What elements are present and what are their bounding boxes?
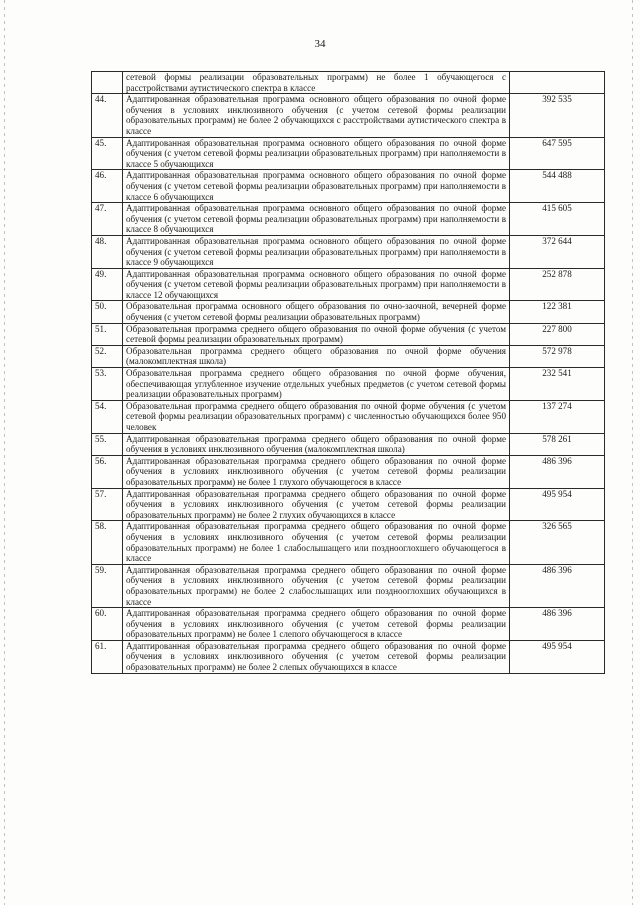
program-description: Адаптированная образовательная программа среднего общего образования по очной форме обучения в условиях инклюзивного обучения (с учетом сетевой формы реализации образовательных программ) не более 2 слепых обучающихся в классе [123, 640, 510, 673]
row-number: 49. [92, 268, 123, 301]
program-description: Адаптированная образовательная программа среднего общего образования по очной форме обучения в условиях инклюзивного обучения (малокомплектная школа) [123, 433, 510, 455]
row-number: 44. [92, 94, 123, 137]
table-row [92, 235, 605, 268]
cost-value: 578 261 [510, 433, 605, 455]
program-description: Адаптированная образовательная программа основного общего образования по очной форме обучения (с учетом сетевой формы реализации образовательных программ) при наполняемости в классе 9 обучающихся [123, 235, 510, 268]
scan-edge-right [632, 0, 633, 905]
program-description: Адаптированная образовательная программа среднего общего образования по очной форме обучения в условиях инклюзивного обучения (с учетом сетевой формы реализации образовательных программ) не более 1 слепого обучающегося в классе [123, 608, 510, 641]
program-description: Образовательная программа среднего общего образования по очной форме обучения (малокомплектная школа) [123, 345, 510, 367]
table-row [92, 345, 605, 367]
cost-value: 326 565 [510, 521, 605, 564]
cost-value [510, 72, 605, 94]
program-description: Адаптированная образовательная программа основного общего образования по очной форме обучения (с учетом сетевой формы реализации образовательных программ) при наполняемости в классе 8 обучающихся [123, 203, 510, 236]
cost-value: 486 396 [510, 608, 605, 641]
program-description: Адаптированная образовательная программа основного общего образования по очной форме обучения (с учетом сетевой формы реализации образовательных программ) при наполняемости в классе 6 обучающихся [123, 170, 510, 203]
program-description: Адаптированная образовательная программа среднего общего образования по очной форме обучения в условиях инклюзивного обучения (с учетом сетевой формы реализации образовательных программ) не более 2 глухих обучающихся в классе [123, 488, 510, 521]
table-row [92, 400, 605, 433]
program-description: Адаптированная образовательная программа основного общего образования по очной форме обучения (с учетом сетевой формы реализации образовательных программ) при наполняемости в классе 5 обучающихся [123, 137, 510, 170]
tariff-table [91, 71, 605, 674]
table-row [92, 368, 605, 401]
table-row [92, 137, 605, 170]
cost-value: 227 800 [510, 323, 605, 345]
row-number: 50. [92, 301, 123, 323]
cost-value: 495 954 [510, 640, 605, 673]
cost-value: 372 644 [510, 235, 605, 268]
table-row [92, 203, 605, 236]
cost-value: 572 978 [510, 345, 605, 367]
table-row [92, 455, 605, 488]
cost-value: 486 396 [510, 455, 605, 488]
cost-value: 392 535 [510, 94, 605, 137]
table-row [92, 323, 605, 345]
table-row [92, 170, 605, 203]
cost-value: 122 381 [510, 301, 605, 323]
program-description: Адаптированная образовательная программа основного общего образования по очной форме обучения в условиях инклюзивного обучения (с учетом сетевой формы реализации образовательных программ) не более 2 обучающихся с расстройствами аутистического спектра в классе [123, 94, 510, 137]
row-number: 53. [92, 368, 123, 401]
program-description: Адаптированная образовательная программа среднего общего образования по очной форме обучения в условиях инклюзивного обучения (с учетом сетевой формы реализации образовательных программ) не более 2 слабослышащих или позднооглохших обучающихся в классе [123, 564, 510, 607]
table-row [92, 268, 605, 301]
table-row [92, 564, 605, 607]
table-row [92, 640, 605, 673]
row-number: 60. [92, 608, 123, 641]
table-row [92, 433, 605, 455]
program-description: Образовательная программа среднего общего образования по очной форме обучения, обеспечивающая углубленное изучение отдельных учебных предметов (с учетом сетевой формы реализации образовательных программ) [123, 368, 510, 401]
row-number: 59. [92, 564, 123, 607]
row-number: 56. [92, 455, 123, 488]
row-number: 54. [92, 400, 123, 433]
row-number: 47. [92, 203, 123, 236]
row-number: 45. [92, 137, 123, 170]
row-number: 55. [92, 433, 123, 455]
row-number: 46. [92, 170, 123, 203]
table-row [92, 72, 605, 94]
cost-value: 252 878 [510, 268, 605, 301]
program-description: Адаптированная образовательная программа среднего общего образования по очной форме обучения в условиях инклюзивного обучения (с учетом сетевой формы реализации образовательных программ) не более 1 слабослышащего или позднооглохшего обучающегося в классе [123, 521, 510, 564]
program-description: Образовательная программа среднего общего образования по очной форме обучения (с учетом сетевой формы реализации образовательных программ) с численностью обучающихся более 950 человек [123, 400, 510, 433]
cost-value: 486 396 [510, 564, 605, 607]
program-description: Адаптированная образовательная программа основного общего образования по очной форме обучения (с учетом сетевой формы реализации образовательных программ) при наполняемости в классе 12 обучающихся [123, 268, 510, 301]
scan-edge-left [4, 0, 5, 905]
cost-value: 415 605 [510, 203, 605, 236]
row-number [92, 72, 123, 94]
page-number: 34 [314, 38, 326, 50]
table-row [92, 94, 605, 137]
row-number: 57. [92, 488, 123, 521]
row-number: 58. [92, 521, 123, 564]
program-description: Образовательная программа среднего общего образования по очной форме обучения (с учетом сетевой формы реализации образовательных программ) [123, 323, 510, 345]
table-row [92, 608, 605, 641]
table-row [92, 521, 605, 564]
program-description: Образовательная программа основного общего образования по очно-заочной, вечерней форме обучения (с учетом сетевой формы реализации образовательных программ) [123, 301, 510, 323]
cost-value: 232 541 [510, 368, 605, 401]
cost-value: 137 274 [510, 400, 605, 433]
row-number: 52. [92, 345, 123, 367]
row-number: 51. [92, 323, 123, 345]
cost-value: 647 595 [510, 137, 605, 170]
program-description: Адаптированная образовательная программа среднего общего образования по очной форме обучения в условиях инклюзивного обучения (с учетом сетевой формы реализации образовательных программ) не более 1 глухого обучающегося в классе [123, 455, 510, 488]
row-number: 61. [92, 640, 123, 673]
table-row [92, 301, 605, 323]
program-description: сетевой формы реализации образовательных программ) не более 1 обучающегося с расстройствами аутистического спектра в классе [123, 72, 510, 94]
table-row [92, 488, 605, 521]
cost-value: 544 488 [510, 170, 605, 203]
row-number: 48. [92, 235, 123, 268]
cost-value: 495 954 [510, 488, 605, 521]
